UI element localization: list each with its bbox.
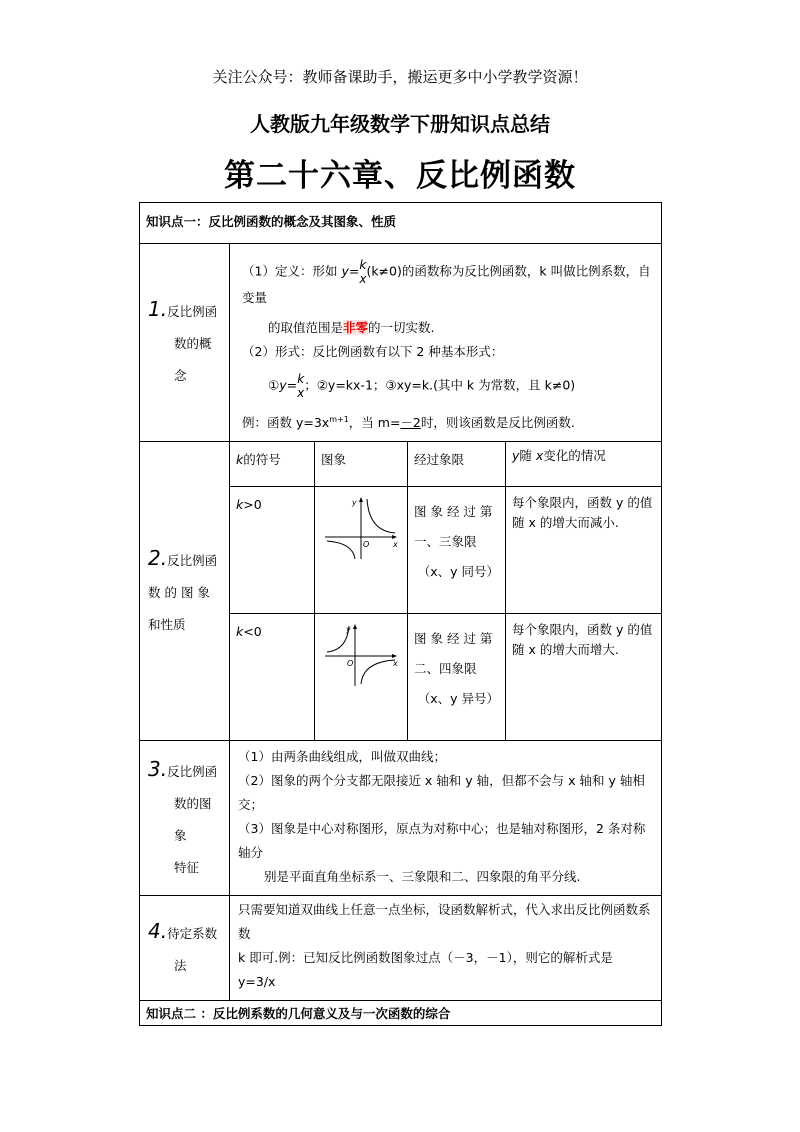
knowledge-table (139, 202, 662, 1026)
header-graph: 图象 (315, 442, 408, 487)
row4-label-b: 法 (174, 957, 187, 973)
row3-label-a: 反比例函 (167, 763, 218, 779)
row4-text-b: k 即可.例：已知反比例函数图象过点（－3，－1），则它的解析式是 y=3/x (238, 950, 613, 990)
def-prefix: （1）定义：形如 (242, 263, 342, 279)
row3-label (140, 741, 230, 896)
def-eq: = (348, 263, 360, 279)
def-frac-num: k (359, 258, 367, 272)
neg-axis-y: y (346, 625, 351, 635)
k-positive-k: k (236, 497, 244, 513)
k-negative-sign (230, 614, 315, 741)
row4-number: 4. (148, 918, 168, 943)
row2-header-row (140, 442, 662, 487)
form1-frac-den: x (297, 386, 305, 400)
row1-label (140, 244, 230, 442)
form-rest: ；②y=kx-1；③xy=k.(其中 k 为常数，且 k≠0) (304, 377, 576, 393)
row2-label (140, 442, 230, 741)
k-positive-sign (230, 487, 315, 614)
header-k-rest: 的符号 (243, 452, 281, 468)
example-mid: ，当 m= (348, 415, 401, 431)
header-note: 关注公众号：教师备课助手，搬运更多中小学教学资源！ (212, 68, 588, 86)
feature-3b: 别是平面直角坐标系一、三象限和二、四象限的角平分线. (264, 869, 581, 885)
k-negative-graph-cell (315, 614, 408, 741)
header-k-sign (230, 442, 315, 487)
section1-heading: 知识点一：反比例函数的概念及其图象、性质 (140, 203, 662, 244)
range-highlight: 非零 (343, 320, 369, 335)
form1-y: y (279, 377, 287, 393)
header-trend (506, 442, 662, 487)
k-negative-value: <0 (243, 624, 262, 640)
row3-label-c: 特征 (174, 859, 200, 875)
row2-label-a: 反比例函 (167, 552, 218, 568)
pos-quad-a: 图 象 经 过 第 (414, 504, 493, 520)
form1-eq: = (286, 377, 298, 393)
k-positive-graph-cell (315, 487, 408, 614)
row-undetermined-coefficients (140, 896, 662, 1001)
k-negative-k: k (236, 624, 244, 640)
row2-label-b: 数 的 图 象 (148, 584, 210, 600)
example-suffix: 时，则该函数是反比例函数. (420, 415, 575, 431)
hyperbola-positive-graph (321, 493, 401, 563)
pos-origin: O (363, 540, 370, 550)
form-line: （2）形式：反比例函数有以下 2 种基本形式： (242, 344, 504, 359)
row2-label-c: 和性质 (148, 616, 186, 632)
pos-axis-y: y (352, 498, 357, 508)
feature-2: （2）图象的两个分支都无限接近 x 轴和 y 轴，但都不会与 x 轴和 y 轴相交； (238, 773, 645, 813)
range-suffix: 的一切实数. (368, 320, 435, 335)
row3-number: 3. (148, 756, 168, 781)
section1-heading-row (140, 203, 662, 244)
form1-frac-num: k (297, 372, 305, 386)
def-suffix: 的函数称为反比例函数，k 叫做比例系数，自变量 (242, 263, 651, 305)
neg-quad-b: 二、四象限 (414, 661, 477, 677)
row-concept (140, 244, 662, 442)
k-positive-quadrants (408, 487, 506, 614)
header-trend-mid: 随 (519, 448, 536, 464)
row1-number: 1. (148, 297, 168, 322)
example-answer: －2 (400, 415, 421, 431)
row4-label-a: 待定系数 (167, 925, 218, 941)
row3-content (230, 741, 662, 896)
header-trend-rest: 变化的情况 (543, 448, 606, 464)
row4-content (230, 896, 662, 1001)
example-prefix: 例：函数 y=3x (242, 415, 330, 431)
example-exponent: m+1 (329, 415, 349, 424)
def-frac-den: x (359, 272, 367, 286)
row2-number: 2. (148, 545, 168, 570)
row1-label-b: 数的概念 (174, 336, 212, 384)
row3-label-b: 数的图象 (174, 795, 212, 843)
def-cond: (k≠0) (366, 263, 402, 279)
feature-3a: （3）图象是中心对称图形，原点为对称中心；也是轴对称图形，2 条对称轴分 (238, 821, 646, 861)
k-negative-quadrants (408, 614, 506, 741)
pos-quad-b: 一、三象限 (414, 534, 477, 550)
feature-1: （1）由两条曲线组成，叫做双曲线； (238, 749, 446, 765)
neg-origin: O (347, 659, 354, 669)
def-y: y (341, 263, 349, 279)
neg-axis-x: x (393, 659, 398, 669)
row4-text-a: 只需要知道双曲线上任意一点坐标，设函数解析式，代入求出反比例函数系数 (238, 902, 651, 942)
header-quadrants: 经过象限 (408, 442, 506, 487)
pos-quad-c: （x、y 同号） (417, 564, 499, 580)
k-positive-value: >0 (243, 497, 262, 513)
header-k: k (236, 452, 244, 468)
hyperbola-negative-graph (321, 620, 401, 690)
header-trend-x: x (535, 448, 544, 464)
form1-prefix: ① (268, 377, 280, 393)
document-subtitle: 人教版九年级数学下册知识点总结 (250, 112, 550, 136)
row-features (140, 741, 662, 896)
neg-quad-a: 图 象 经 过 第 (414, 631, 493, 647)
pos-axis-x: x (393, 540, 398, 550)
header-trend-y: y (512, 448, 520, 464)
section2-heading-row (140, 1001, 662, 1026)
row4-label (140, 896, 230, 1001)
k-negative-trend: 每个象限内，函数 y 的值随 x 的增大而增大. (506, 614, 662, 741)
chapter-title: 第二十六章、反比例函数 (224, 158, 576, 194)
row1-label-a: 反比例函 (167, 304, 218, 320)
section2-heading: 知识点二 ：反比例系数的几何意义及与一次函数的综合 (140, 1001, 662, 1026)
range-prefix: 的取值范围是 (268, 320, 344, 335)
k-positive-trend: 每个象限内，函数 y 的值随 x 的增大而减小. (506, 487, 662, 614)
neg-quad-c: （x、y 异号） (417, 691, 499, 707)
row1-content (230, 244, 662, 442)
